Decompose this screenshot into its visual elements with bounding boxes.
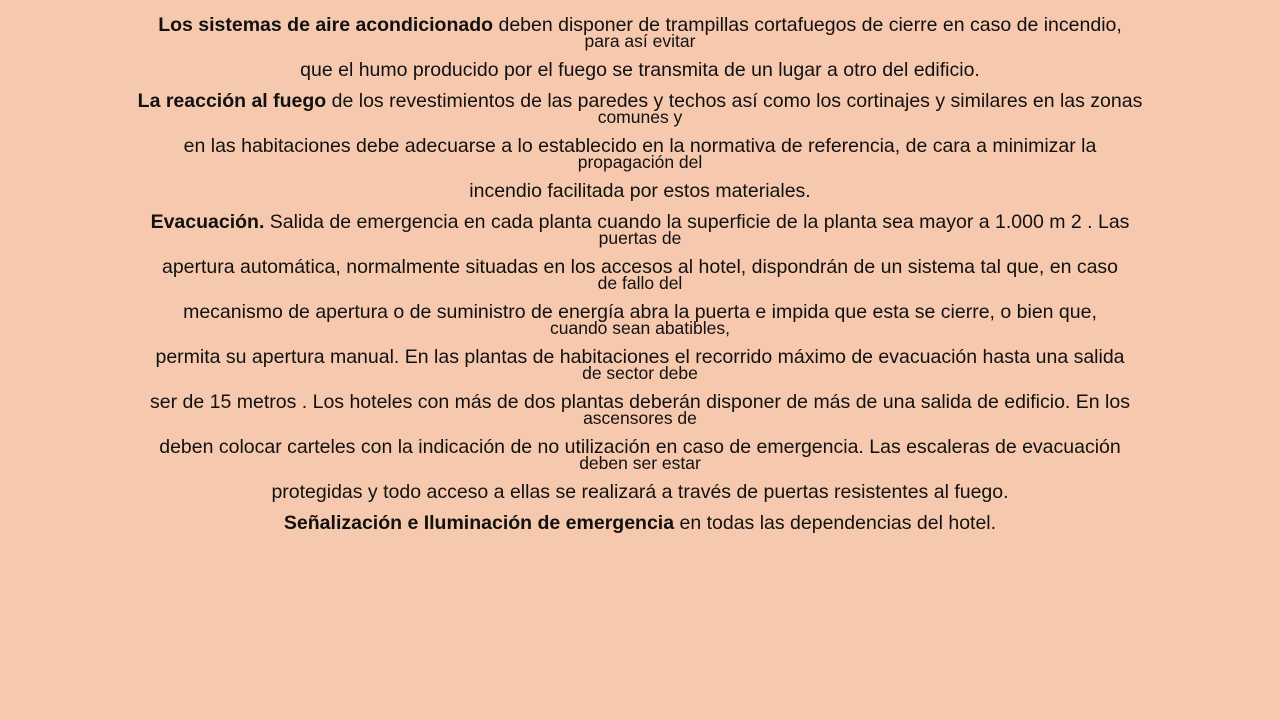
paragraph-smoke (26, 59, 1254, 81)
paragraph-text: que el humo producido por el fuego se transmita de un lugar a otro del edificio. (300, 59, 980, 81)
paragraph-mechanism (26, 301, 1254, 337)
paragraph-wrap: de sector debe (582, 363, 698, 383)
paragraph-wrap: propagación del (577, 152, 703, 172)
paragraph-route (26, 346, 1254, 382)
paragraph-text: protegidas y todo acceso a ellas se realizará a través de puertas resistentes al fuego. (271, 481, 1009, 503)
paragraph-line (26, 512, 1254, 534)
paragraph-fire-reaction (26, 90, 1254, 126)
paragraph-text: Salida de emergencia en cada planta cuando la superficie de la planta sea mayor a 1.000 m 2 . Las (264, 211, 1130, 233)
paragraph-text: deben disponer de trampillas cortafuegos de cierre en caso de incendio, (493, 14, 1122, 36)
paragraph-doors (26, 256, 1254, 292)
paragraph-text: de los revestimientos de las paredes y techos así como los cortinajes y similares en las zonas (326, 90, 1143, 112)
paragraph-wrap: puertas de (598, 228, 682, 248)
paragraph-wrap: ascensores de (583, 408, 697, 428)
paragraph-materials (26, 180, 1254, 202)
paragraph-wrap: para así evitar (584, 31, 696, 51)
paragraph-text: ser de 15 metros . Los hoteles con más de dos plantas deberán disponer de más de una salida de edificio. En los (150, 391, 1130, 413)
paragraph-text: mecanismo de apertura o de suministro de energía abra la puerta e impida que esta se cierre, o bien que, (183, 301, 1097, 323)
paragraph-wrap: de fallo del (597, 273, 683, 293)
bold-lead: Señalización e Iluminación de emergencia (283, 512, 675, 534)
bold-lead: Evacuación. (150, 211, 265, 233)
paragraph-text: apertura automática, normalmente situadas en los accesos al hotel, dispondrán de un sistema tal que, en caso (161, 256, 1119, 278)
paragraph-stairs (26, 481, 1254, 503)
paragraph-text: en las habitaciones debe adecuarse a lo establecido en la normativa de referencia, de cara a minimizar la (183, 135, 1097, 157)
paragraph-signs (26, 436, 1254, 472)
paragraph-signage (26, 512, 1254, 534)
paragraph-rooms (26, 135, 1254, 171)
paragraph-exits (26, 391, 1254, 427)
paragraph-text: incendio facilitada por estos materiales. (469, 180, 811, 202)
bold-lead: La reacción al fuego (137, 90, 327, 112)
paragraph-wrap: deben ser estar (579, 453, 701, 473)
paragraph-evacuation (26, 211, 1254, 247)
paragraph-text: deben colocar carteles con la indicación de no utilización en caso de emergencia. Las escaleras de evacuación (159, 436, 1121, 458)
paragraph-wrap: cuando sean abatibles, (550, 318, 730, 338)
paragraph-wrap: comunes y (597, 107, 683, 127)
paragraph-air-conditioning (26, 14, 1254, 50)
bold-lead: Los sistemas de aire acondicionado (158, 14, 494, 36)
paragraph-text: en todas las dependencias del hotel. (674, 512, 997, 534)
paragraph-text: permita su apertura manual. En las plantas de habitaciones el recorrido máximo de evacuación hasta una salida (155, 346, 1125, 368)
